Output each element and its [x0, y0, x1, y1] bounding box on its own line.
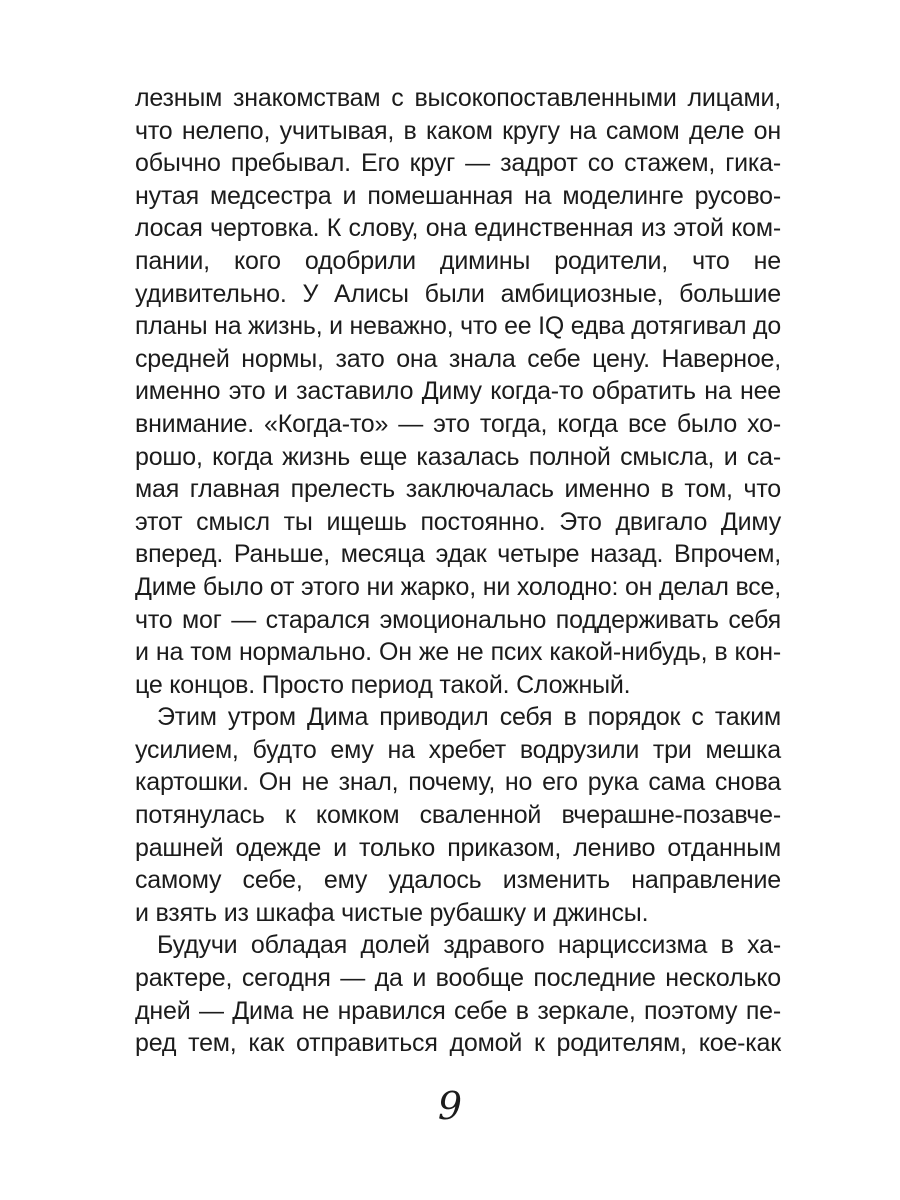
- text-line: удивительно. У Алисы были амбициозные, большие: [135, 279, 781, 308]
- text-line: этот смысл ты ищешь постоянно. Это двигало Диму: [135, 507, 781, 536]
- text-line: самому себе, ему удалось изменить направление: [135, 866, 781, 895]
- text-line: Диме было от этого ни жарко, ни холодно: он делал все,: [135, 572, 781, 601]
- page-number: 9: [437, 1084, 463, 1128]
- text-line: мая главная прелесть заключалась именно в том, что: [135, 475, 781, 504]
- text-line: це концов. Просто период такой. Сложный.: [135, 670, 631, 699]
- text-line: усилием, будто ему на хребет водрузили три мешка: [135, 735, 781, 764]
- text-line: и на том нормально. Он же не псих какой-нибудь, в кон-: [135, 638, 781, 667]
- text-line: вперед. Раньше, месяца эдак четыре назад. Впрочем,: [135, 540, 781, 569]
- text-line: обычно пребывал. Его круг — задрот со стажем, гика-: [135, 149, 781, 178]
- text-line: и взять из шкафа чистые рубашку и джинсы.: [135, 898, 649, 927]
- text-line: что мог — старался эмоционально поддерживать себя: [135, 605, 781, 634]
- text-line: рошо, когда жизнь еще казалась полной смысла, и са-: [135, 442, 781, 471]
- text-line: картошки. Он не знал, почему, но его рука сама снова: [135, 768, 781, 797]
- text-line: дней — Дима не нравился себе в зеркале, поэтому пе-: [135, 996, 781, 1025]
- text-line: рактере, сегодня — да и вообще последние несколько: [135, 964, 781, 993]
- paragraph-2: [135, 701, 781, 929]
- text-line: Этим утром Дима приводил себя в порядок с таким: [157, 703, 781, 732]
- text-line: Будучи обладая долей здравого нарциссизма в ха-: [157, 931, 781, 960]
- text-line: ред тем, как отправиться домой к родителям, кое-как: [135, 1029, 781, 1058]
- text-line: средней нормы, зато она знала себе цену. Наверное,: [135, 344, 781, 373]
- text-line: внимание. «Когда-то» — это тогда, когда все было хо-: [135, 409, 781, 438]
- text-line: рашней одежде и только приказом, лениво отданным: [135, 833, 781, 862]
- paragraph-1: [135, 82, 781, 701]
- text-line: именно это и заставило Диму когда-то обратить на нее: [135, 377, 781, 406]
- text-line: потянулась к комком сваленной вчерашне-позавче-: [135, 801, 781, 830]
- text-line: лосая чертовка. К слову, она единственная из этой ком-: [135, 214, 781, 243]
- text-line: пании, кого одобрили димины родители, что не: [135, 246, 781, 275]
- text-line: лезным знакомствам с высокопоставленными лицами,: [135, 84, 781, 112]
- text-line: нутая медсестра и помешанная на моделинге русово-: [135, 181, 781, 210]
- body-text: [135, 82, 781, 1060]
- paragraph-3: [135, 929, 781, 1059]
- text-line: что нелепо, учитывая, в каком кругу на самом деле он: [135, 116, 781, 145]
- text-line: планы на жизнь, и неважно, что ее IQ едва дотягивал до: [135, 312, 781, 341]
